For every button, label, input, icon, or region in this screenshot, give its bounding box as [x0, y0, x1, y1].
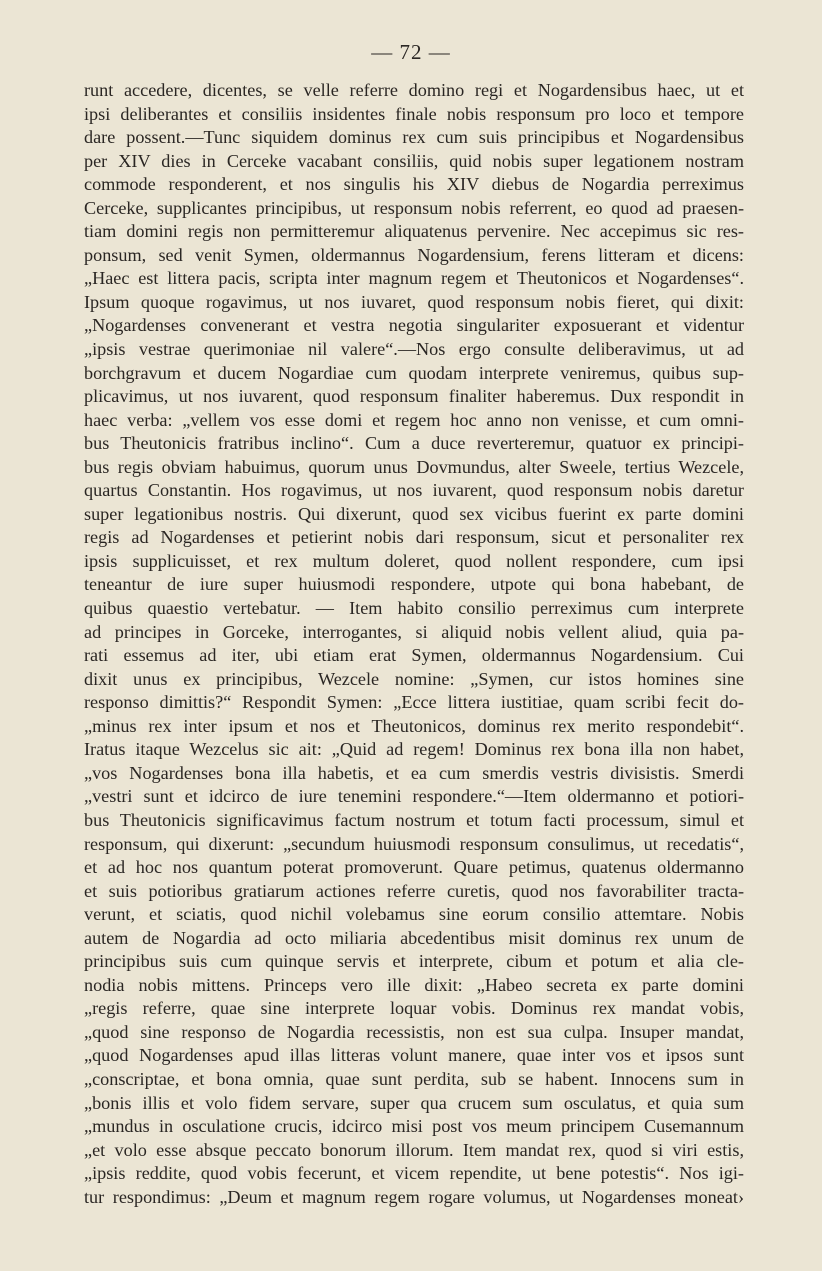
text-line: Cerceke, supplicantes principibus, ut responsum nobis referrent, eo quod ad praesen- [84, 197, 744, 218]
text-line: ponsum, sed venit Symen, oldermannus Nogardensium, ferens litteram et dicens: [84, 244, 744, 265]
text-line: „Nogardenses convenerant et vestra negotia singulariter exposuerant et videntur [84, 315, 744, 336]
text-line: ipsis supplicuisset, et rex multum doleret, quod nollent respondere, cum ipsi [84, 550, 744, 571]
text-line: „minus rex inter ipsum et nos et Theutonicos, dominus rex merito respondebit“. [84, 715, 744, 736]
text-line: bus regis obviam habuimus, quorum unus Dovmundus, alter Sweele, tertius Wezcele, [84, 456, 744, 477]
text-line: super legationibus nostris. Qui dixerunt, quod sex vicibus fuerint ex parte domini [84, 503, 744, 524]
text-line: bus Theutonicis significavimus factum nostrum et totum facti processum, simul et [84, 809, 744, 830]
text-line: plicavimus, ut nos iuvarent, quod responsum finaliter haberemus. Dux respondit in [84, 386, 744, 407]
text-line: „ipsis vestrae querimoniae nil valere“.—Nos ergo consulte deliberavimus, ut ad [84, 339, 744, 360]
text-line: „vos Nogardenses bona illa habetis, et ea cum smerdis vestris divisistis. Smerdi [84, 762, 744, 783]
text-line: „Haec est littera pacis, scripta inter magnum regem et Theutonicos et Nogardenses“. [84, 268, 744, 289]
text-line: tur respondimus: „Deum et magnum regem rogare volumus, ut Nogardenses moneat› [84, 1186, 744, 1207]
text-line: ipsi deliberantes et consiliis insidentes finale nobis responsum pro loco et tempore [84, 103, 744, 124]
text-line: „quod sine responso de Nogardia recessistis, non est sua culpa. Insuper mandat, [84, 1021, 744, 1042]
text-line: „vestri sunt et idcirco de iure tenemini respondere.“—Item oldermanno et potiori- [84, 786, 744, 807]
text-line: tiam domini regis non permitteremur aliquatenus pervenire. Nec accepimus sic res- [84, 221, 744, 242]
text-line: dixit unus ex principibus, Wezcele nomine: „Symen, cur istos homines sine [84, 668, 744, 689]
text-line: „mundus in osculatione crucis, idcirco misi post vos meum principem Cusemannum [84, 1116, 744, 1137]
text-line: principibus suis cum quinque servis et interprete, cibum et potum et alia cle- [84, 951, 744, 972]
text-line: haec verba: „vellem vos esse domi et regem hoc anno non venisse, et cum omni- [84, 409, 744, 430]
text-line: „ipsis reddite, quod vobis fecerunt, et vicem rependite, ut bene potestis“. Nos igi- [84, 1163, 744, 1184]
text-line: autem de Nogardia ad octo miliaria abcedentibus misit dominus rex unum de [84, 927, 744, 948]
page-number: — 72 — [371, 40, 451, 64]
text-line: commode responderent, et nos singulis his XIV diebus de Nogardia perreximus [84, 174, 744, 195]
text-line: quartus Constantin. Hos rogavimus, ut nos iuvarent, quod responsum nobis daretur [84, 480, 744, 501]
text-line: nodia nobis mittens. Princeps vero ille dixit: „Habeo secreta ex parte domini [84, 974, 744, 995]
text-line: verunt, et sciatis, quod nichil volebamus sine eorum consilio attemtare. Nobis [84, 904, 744, 925]
text-line: rati essemus ad iter, ubi etiam erat Symen, oldermannus Nogardensium. Cui [84, 645, 744, 666]
text-line: „bonis illis et volo fidem servare, super qua crucem sum osculatus, et quia sum [84, 1092, 744, 1113]
text-line: bus Theutonicis fratribus inclino“. Cum a duce reverteremur, quatuor ex principi- [84, 433, 744, 454]
text-line: „et volo esse absque peccato bonorum illorum. Item mandat rex, quod si viri estis, [84, 1139, 744, 1160]
text-line: et ad hoc nos quantum poterat promoverunt. Quare petimus, quatenus oldermanno [84, 857, 744, 878]
text-line: runt accedere, dicentes, se velle referre domino regi et Nogardensibus haec, ut et [84, 80, 744, 100]
text-line: quibus quaestio vertebatur. — Item habito consilio perreximus cum interprete [84, 598, 744, 619]
text-line: regis ad Nogardenses et petierint nobis dari responsum, sicut et personaliter rex [84, 527, 744, 548]
text-line: ad principes in Gorceke, interrogantes, si aliquid nobis vellent aliud, quia pa- [84, 621, 744, 642]
text-line: teneantur de iure super huiusmodi respondere, utpote qui bona habebant, de [84, 574, 744, 595]
text-line: Iratus itaque Wezcelus sic ait: „Quid ad regem! Dominus rex bona illa non habet, [84, 739, 744, 760]
text-line: responso dimittis?“ Respondit Symen: „Ecce littera iustitiae, quam scribi fecit do- [84, 692, 744, 713]
body-text [84, 79, 744, 1209]
text-line: borchgravum et ducem Nogardiae cum quodam interprete veniremus, quibus sup- [84, 362, 744, 383]
text-line: et suis potioribus gratiarum actiones referre curetis, quod nos favorabiliter tracta- [84, 880, 744, 901]
text-line: responsum, qui dixerunt: „secundum huiusmodi responsum consulimus, ut recedatis“, [84, 833, 744, 854]
text-line: „quod Nogardenses apud illas litteras volunt manere, quae inter vos et ipsos sunt [84, 1045, 744, 1066]
text-line: per XIV dies in Cerceke vacabant consiliis, quid nobis super legationem nostram [84, 150, 744, 171]
text-line: „conscriptae, et bona omnia, quae sunt perdita, sub se habent. Innocens sum in [84, 1068, 744, 1089]
text-line: „regis referre, quae sine interprete loquar vobis. Dominus rex mandat vobis, [84, 998, 744, 1019]
text-line: Ipsum quoque rogavimus, ut nos iuvaret, quod responsum nobis fieret, qui dixit: [84, 291, 744, 312]
text-line: dare possent.—Tunc siquidem dominus rex cum suis principibus et Nogardensibus [84, 127, 744, 148]
